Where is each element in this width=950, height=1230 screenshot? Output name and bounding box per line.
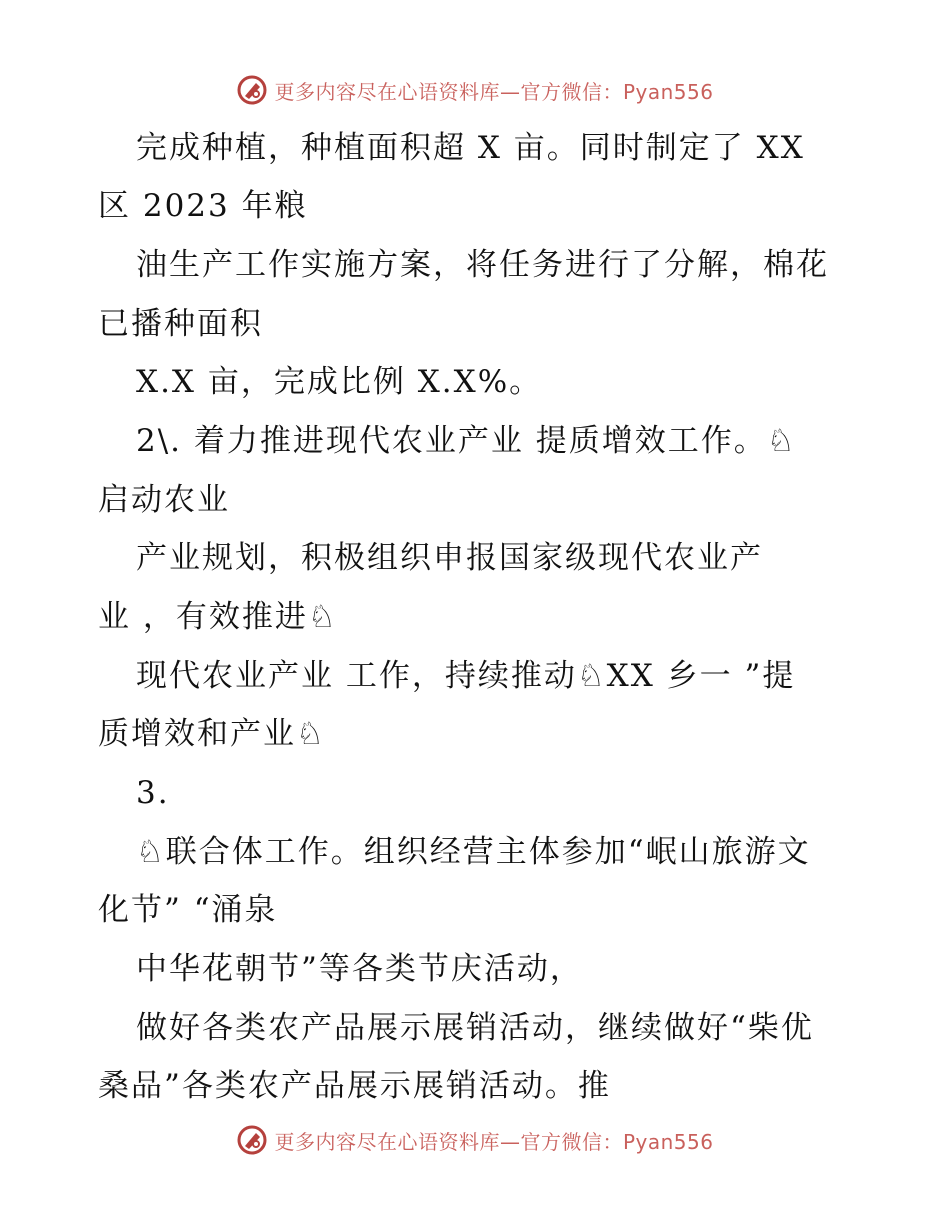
footer-text: 更多内容尽在心语资料库—官方微信：Pyan556: [274, 1129, 714, 1154]
body-line: 启动农业: [98, 482, 230, 518]
body-line: ♘联合体工作。组织经营主体参加“岷山旅游文: [136, 834, 811, 870]
body-line: 已播种面积: [98, 306, 263, 342]
logo-icon: [236, 1124, 268, 1156]
header-text: 更多内容尽在心语资料库—官方微信：Pyan556: [274, 79, 714, 104]
body-line: 完成种植，种植面积超 X 亩。同时制定了 XX: [136, 130, 805, 166]
body-line: 业 ，有效推进♘: [98, 599, 338, 635]
header-watermark: [0, 70, 950, 110]
footer-watermark: [0, 1120, 950, 1160]
body-line: 2\. 着力推进现代农业产业 提质增效工作。♘: [136, 423, 797, 459]
body-line: 化节” “涌泉: [98, 892, 278, 928]
body-line: 现代农业产业 工作，持续推动♘XX 乡一 ”提: [136, 658, 796, 694]
body-line: 质增效和产业♘: [98, 716, 326, 752]
body-line: 产业规划，积极组织申报国家级现代农业产: [136, 540, 763, 576]
body-line: 桑品”各类农产品展示展销活动。推: [98, 1068, 611, 1104]
body-line: 做好各类农产品展示展销活动，继续做好“柴优: [136, 1010, 814, 1046]
body-line: X.X 亩，完成比例 X.X%。: [136, 364, 543, 400]
body-line: 3.: [136, 775, 170, 811]
body-line: 中华花朝节”等各类节庆活动，: [136, 951, 583, 987]
body-line: 区 2023 年粮: [98, 188, 308, 224]
body-line: 油生产工作实施方案，将任务进行了分解，棉花: [136, 247, 829, 283]
logo-icon: [236, 74, 268, 106]
